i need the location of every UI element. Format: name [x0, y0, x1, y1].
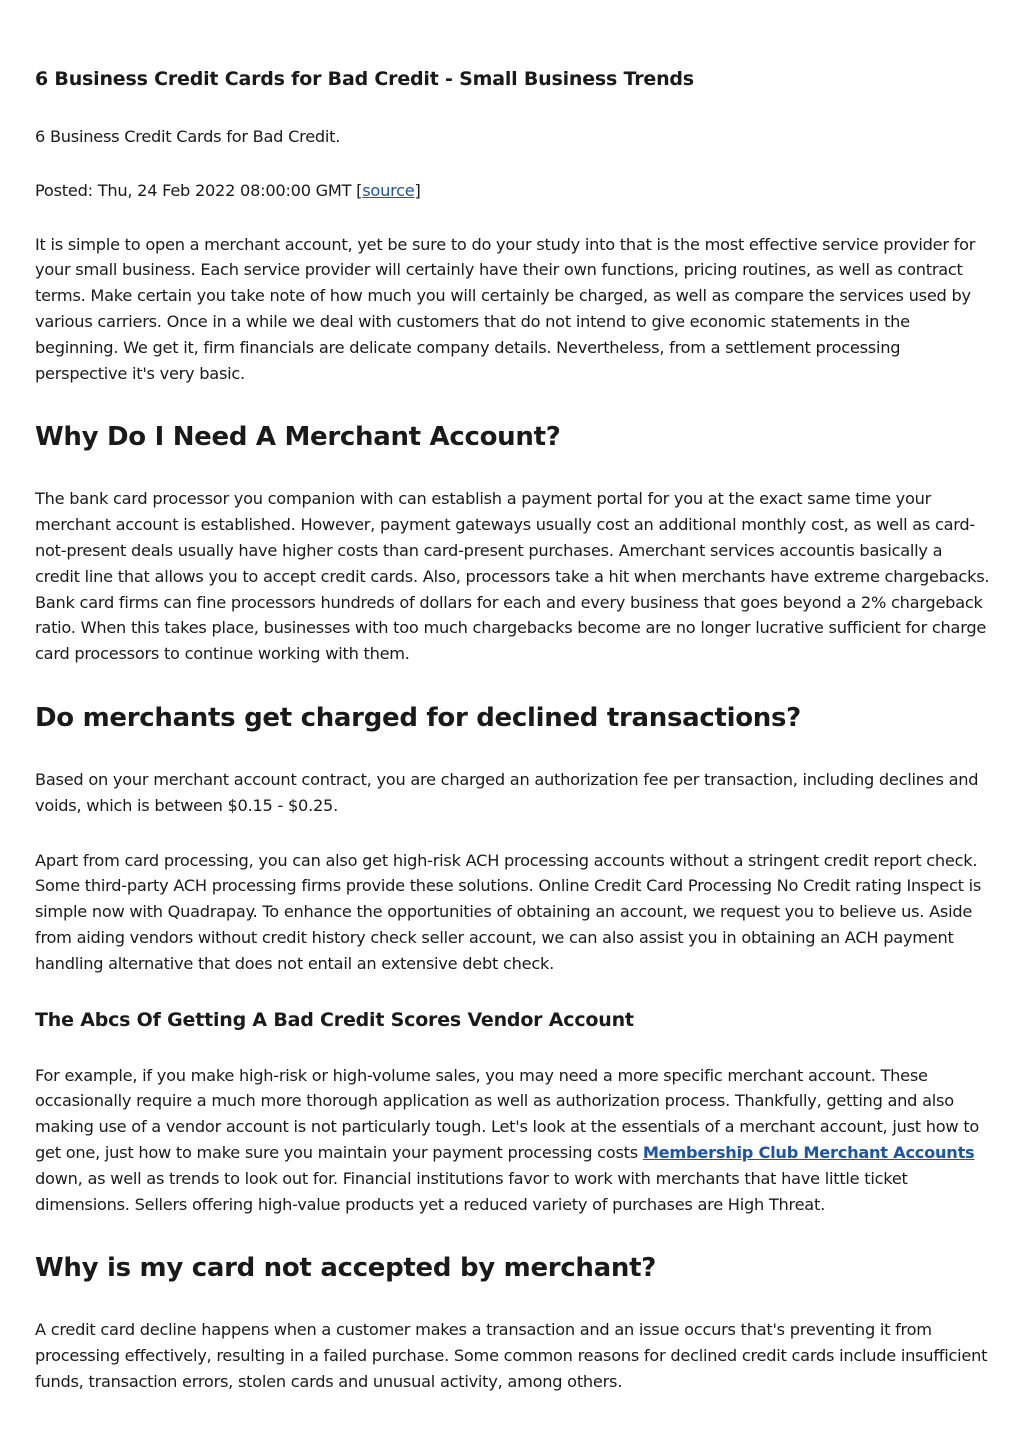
- section-paragraph-with-link: [35, 1063, 990, 1218]
- paragraph-text-after-link: down, as well as trends to look out for. Financial institutions favor to work with merchants that have little ticket dimensions. Sellers offering high-value products yet a reduced variety of purchases are High Threat.: [35, 1168, 908, 1214]
- posted-date: Posted: Thu, 24 Feb 2022 08:00:00 GMT [: [35, 180, 363, 200]
- lead-text: 6 Business Credit Cards for Bad Credit.: [35, 127, 341, 146]
- paragraph-text-before-link: For example, if you make high-risk or high-volume sales, you may need a more specific merchant account. These occasionally require a much more thorough application as well as authorization process. Thankfully, getting and also making use of a vendor account is not particularly tough. Let's look at the essentials of a merchant account, just how to get one, just how to make sure you maintain your payment processing costs: [35, 1065, 980, 1162]
- section-paragraph: Based on your merchant account contract, you are charged an authorization fee per transaction, including declines and voids, which is between $0.15 - $0.25.: [35, 769, 979, 815]
- section-heading-card-not-accepted: Why is my card not accepted by merchant?: [35, 1253, 657, 1284]
- membership-club-merchant-accounts-link[interactable]: Membership Club Merchant Accounts: [642, 1142, 975, 1162]
- section-heading-why-merchant-account: Why Do I Need A Merchant Account?: [35, 422, 561, 453]
- document-title: 6 Business Credit Cards for Bad Credit - Small Business Trends: [35, 68, 694, 90]
- source-link[interactable]: source: [362, 180, 415, 200]
- section-heading-declined-transactions: Do merchants get charged for declined transactions?: [35, 702, 801, 733]
- posted-line: [35, 178, 990, 204]
- intro-paragraph: It is simple to open a merchant account, yet be sure to do your study into that is the most effective service provider for your small business. Each service provider will certainly have their own functions, pricing routines, as well as contract terms. Make certain you take note of how much you will certainly be charged, as well as compare the services used by various carriers. Once in a while we deal with customers that do not intend to give economic statements in the beginning. We get it, firm financials are delicate company details. Nevertheless, from a settlement processing perspective it's very basic.: [35, 234, 976, 383]
- section-paragraph: Apart from card processing, you can also get high-risk ACH processing accounts without a stringent credit report check. Some third-party ACH processing firms provide these solutions. Online Credit Card Processing No Credit rating Inspect is simple now with Quadrapay. To enhance the opportunities of obtaining an account, we request you to believe us. Aside from aiding vendors without credit history check seller account, we can also assist you in obtaining an ACH payment handling alternative that does not entail an extensive debt check.: [35, 850, 982, 973]
- subheading-abcs-bad-credit: The Abcs Of Getting A Bad Credit Scores Vendor Account: [35, 1008, 634, 1031]
- section-paragraph: A credit card decline happens when a customer makes a transaction and an issue occurs that's preventing it from processing effectively, resulting in a failed purchase. Some common reasons for declined credit cards include insufficient funds, transaction errors, stolen cards and unusual activity, among others.: [35, 1320, 988, 1391]
- posted-bracket-close: ]: [414, 180, 421, 200]
- section-paragraph: The bank card processor you companion with can establish a payment portal for you at the exact same time your merchant account is established. However, payment gateways usually cost an additional monthly cost, as well as card-not-present deals usually have higher costs than card-present purchases. Amerchant services accountis basically a credit line that allows you to accept credit cards. Also, processors take a hit when merchants have extreme chargebacks. Bank card firms can fine processors hundreds of dollars for each and every business that goes beyond a 2% chargeback ratio. When this takes place, businesses with too much chargebacks become are no longer lucrative sufficient for charge card processors to continue working with them.: [35, 489, 990, 664]
